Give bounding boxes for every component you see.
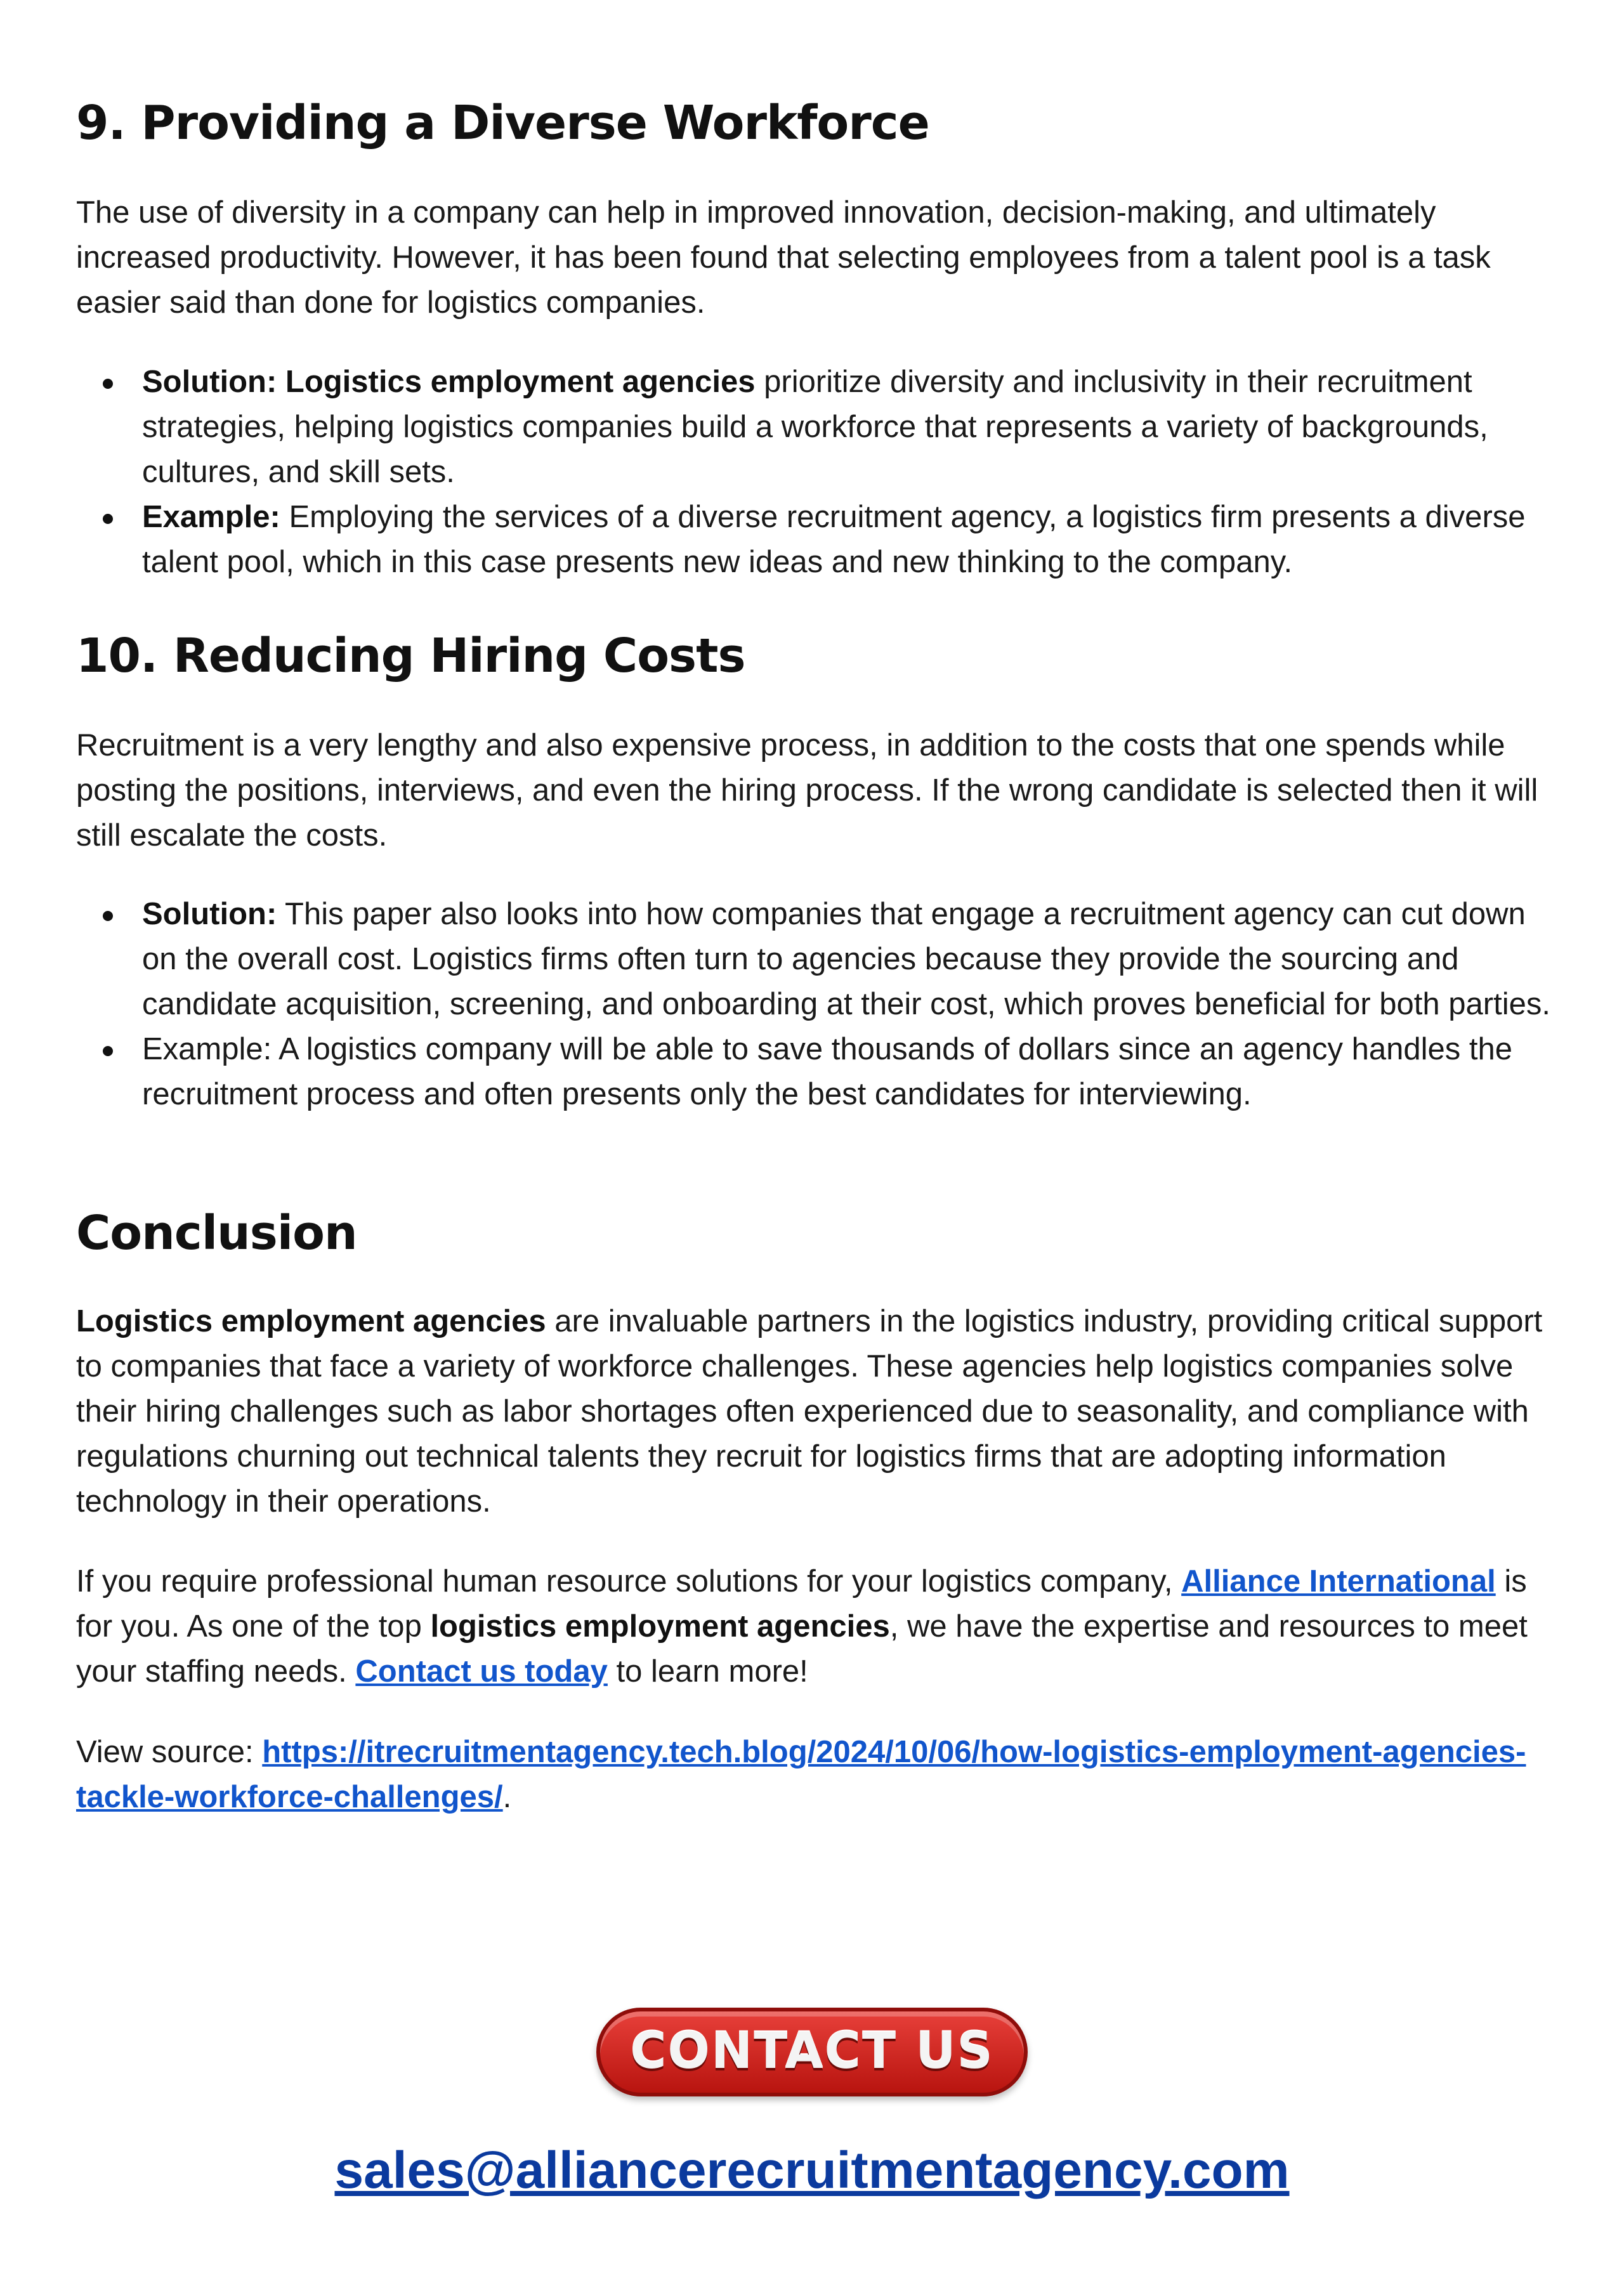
source-label: View source: xyxy=(76,1735,263,1769)
contact-us-button[interactable]: CONTACT US xyxy=(596,2008,1028,2096)
paragraph-text: If you require professional human resource solutions for your logistics company, xyxy=(76,1564,1182,1599)
sales-email-link[interactable]: sales@alliancerecruitmentagency.com xyxy=(334,2141,1290,2199)
section-heading: 10. Reducing Hiring Costs xyxy=(76,629,745,683)
paragraph-text: , we have the expertise and resources to meet your staffing needs. xyxy=(76,1609,1528,1689)
source-paragraph xyxy=(76,1730,1561,1820)
paragraph-text: is for you. As one of the top xyxy=(76,1564,1527,1644)
contact-us-today-link[interactable]: Contact us today xyxy=(355,1654,608,1689)
source-end: . xyxy=(502,1780,512,1814)
bullet-list xyxy=(76,360,1561,585)
section-heading: 9. Providing a Diverse Workforce xyxy=(76,96,929,150)
section-intro: Recruitment is a very lengthy and also expensive process, in addition to the costs that one spends while posting the positions, interviews, and even the hiring process. If the wrong candidate is selected then it will still escalate the costs. xyxy=(76,728,1538,853)
conclusion-text: are invaluable partners in the logistics industry, providing critical support to companies that face a variety of workforce challenges. These agencies help logistics companies solve their hiring challenges such as labor shortages often experienced due to seasonality, and compliance with regulations churning out technical talents they recruit for logistics firms that are adopting information technology in their operations. xyxy=(76,1304,1543,1519)
contact-cta xyxy=(0,2008,1624,2096)
bullet-list xyxy=(76,892,1561,1117)
conclusion-paragraph xyxy=(76,1299,1561,1524)
bullet-label: Example: xyxy=(142,500,280,534)
conclusion-heading: Conclusion xyxy=(76,1206,357,1260)
paragraph-text: to learn more! xyxy=(607,1654,808,1689)
list-item xyxy=(76,360,1561,495)
bullet-label: Solution: Logistics employment agencies xyxy=(142,365,756,399)
bullet-text: This paper also looks into how companies that engage a recruitment agency can cut down on the overall cost. Logistics firms often turn to agencies because they provide the sourcing and candidate acquisition, screening, and onboarding at their cost, which proves beneficial for both parties. xyxy=(142,897,1550,1021)
alliance-international-link[interactable]: Alliance International xyxy=(1181,1564,1496,1599)
conclusion-bold: Logistics employment agencies xyxy=(76,1304,546,1338)
section-intro: The use of diversity in a company can help in improved innovation, decision-making, and ultimately increased productivity. However, it has been found that selecting employees from a talent pool is a task easier said than done for logistics companies. xyxy=(76,195,1491,320)
source-link[interactable]: https://itrecruitmentagency.tech.blog/2024/10/06/how-logistics-employment-agencies-tackle-workforce-challenges/ xyxy=(76,1735,1526,1814)
list-item xyxy=(76,892,1561,1027)
paragraph-bold: logistics employment agencies xyxy=(430,1609,890,1644)
bullet-label: Solution: xyxy=(142,897,277,931)
bullet-text: prioritize diversity and inclusivity in their recruitment strategies, helping logistics companies build a workforce that represents a variety of backgrounds, cultures, and skill sets. xyxy=(142,365,1488,489)
bullet-text: Example: A logistics company will be able to save thousands of dollars since an agency handles the recruitment process and often presents only the best candidates for interviewing. xyxy=(142,1032,1512,1111)
list-item xyxy=(76,1027,1561,1117)
email-row xyxy=(0,2141,1624,2200)
cta-paragraph xyxy=(76,1559,1561,1694)
bullet-text: Employing the services of a diverse recruitment agency, a logistics firm presents a diverse talent pool, which in this case presents new ideas and new thinking to the company. xyxy=(142,500,1526,579)
list-item xyxy=(76,495,1561,585)
